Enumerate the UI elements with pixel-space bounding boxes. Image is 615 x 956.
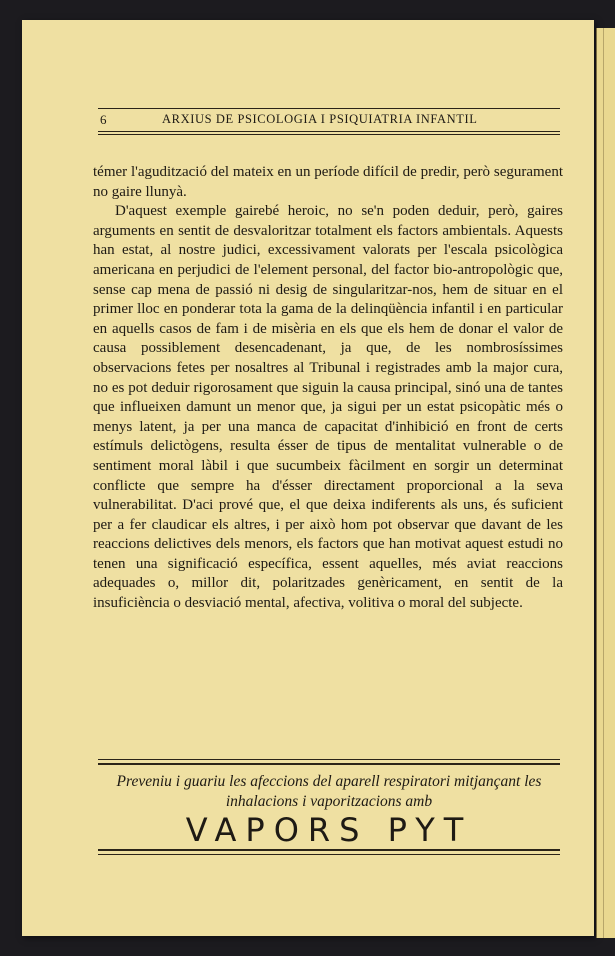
header-rule-bottom-thin — [98, 134, 560, 135]
header-rule-top — [98, 108, 560, 109]
book-page — [22, 20, 594, 936]
ad-rule-bottom-thick — [98, 849, 560, 851]
ad-rule-top — [98, 759, 560, 760]
ad-rule-top-thick — [98, 763, 560, 765]
paragraph: D'aquest exemple gairebé heroic, no se'n poden deduir, però, gaires arguments en sentit de desvaloritzar totalment els factors ambientals. Aquests han estat, al nostre judici, excessivament valorats per l'escala psicològica americana en perjudici de l'element personal, del factor bio-antropològic que, sense cap mena de passió ni desig de singularitzar-nos, hem de situar en el primer lloc en ponderar tota la gama de la delinqüència infantil i en particular en aquells casos de fam i de misèria en els que els hem de donar el valor de causa possiblement desencadenant, ja que, de les nombrosíssimes observacions fetes per nosaltres al Tribunal i registrades amb la major cura, no es pot deduir rigorosament que siguin la causa principal, sinó una de tantes que influeixen damunt un menor que, ja sigui per un estat psicopàtic més o menys latent, ja per una manca de capacitat d'inhibició en front de certs estímuls delictògens, resulta ésser de tipus de mentalitat vulnerable o de sentiment moral làbil i que sucumbeix fàcilment en sorgir un determinat conflicte que sempre ha d'ésser directament proporcional a la seva vulnerabilitat. D'aci prové que, el que deixa indiferents als uns, és suficient per a fer claudicar els altres, i per això hom pot observar que davant de les reaccions delictives dels menors, els factors que han motivat aquest estudi no tenen una significació específica, essent aquelles, més aviat reaccions adequades o, millor dit, polaritzades genèricament, en sentit de la insuficiència o desviació mental, afectiva, volitiva o moral del subjecte. — [93, 203, 563, 612]
article-body — [93, 163, 563, 614]
paragraph: témer l'agudització del mateix en un període difícil de predir, però segurament no gaire llunyà. — [93, 164, 563, 200]
page-number: 6 — [100, 112, 107, 127]
page-edge-line — [603, 28, 604, 938]
ad-brand-name: VAPORS PYT — [185, 811, 473, 849]
ad-tagline: Preveniu i guariu les afeccions del aparell respiratori mitjançant les inhalacions i vaporitzacions amb — [116, 773, 542, 810]
ad-rule-bottom — [98, 854, 560, 855]
running-head: ARXIUS DE PSICOLOGIA I PSIQUIATRIA INFANTIL — [162, 112, 478, 126]
header-rule-bottom — [98, 131, 560, 132]
adjacent-page-edge — [596, 28, 615, 938]
